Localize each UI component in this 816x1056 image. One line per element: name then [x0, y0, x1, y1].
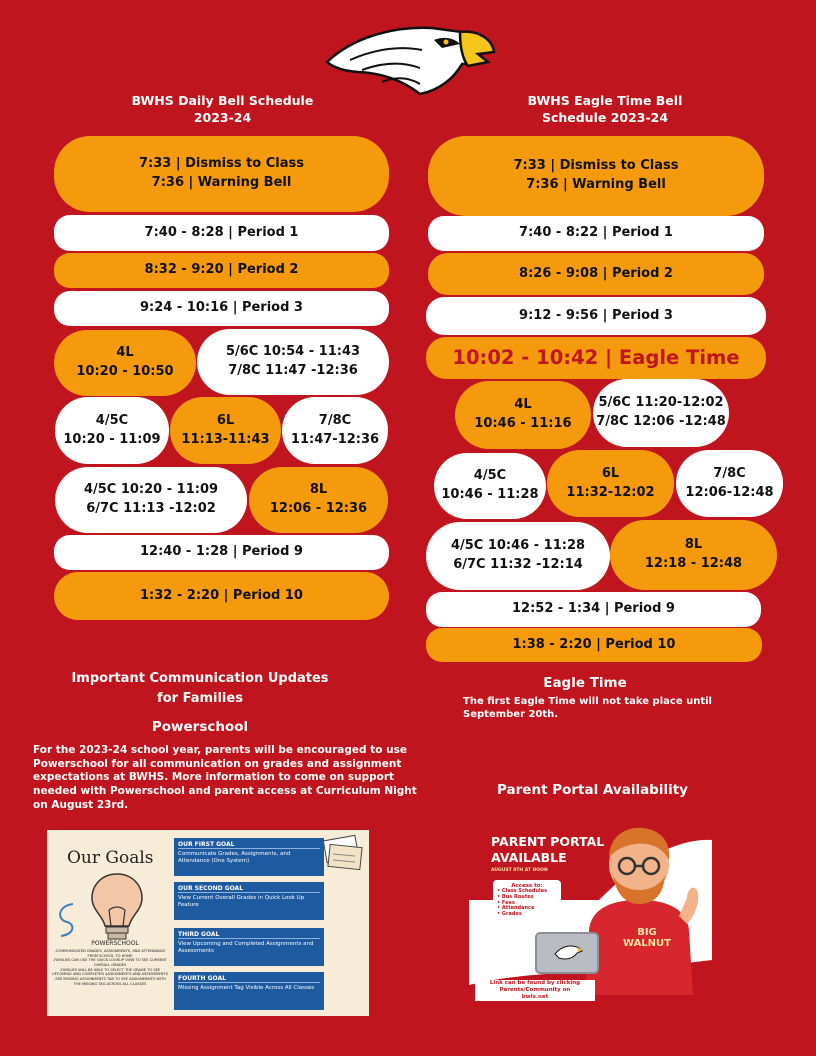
goal-card-2 — [174, 882, 324, 920]
portal-access-item: • Fees — [497, 899, 515, 906]
eagle-logo-icon — [322, 18, 497, 98]
goal-card-title: FOURTH GOAL — [178, 975, 320, 983]
left-row-period-2: 8:32 - 9:20 | Period 2 — [54, 253, 389, 288]
parent-portal-title: Parent Portal Availability — [497, 782, 688, 798]
goal-card-desc: View Current Overall Grades in Quick Look Up Feature — [178, 895, 305, 908]
laptop — [535, 932, 599, 974]
portal-date: AUGUST 8TH AT NOON — [491, 868, 548, 873]
left-schedule-title: BWHS Daily Bell Schedule 2023-24 — [131, 93, 314, 125]
powerschool-subtitle: Powerschool — [151, 719, 249, 735]
goal-card-desc: Missing Assignment Tag Visible Across All Classes — [178, 985, 315, 991]
left-row-dismiss: 7:33 | Dismiss to Class 7:36 | Warning Bell — [54, 136, 389, 212]
left-row-5-6c: 5/6C 10:54 - 11:43 7/8C 11:47 -12:36 — [197, 329, 389, 395]
right-row-eagle-time: 10:02 - 10:42 | Eagle Time — [426, 337, 766, 379]
communication-body: For the 2023-24 school year, parents will be encouraged to use Powerschool for all communication on grades and assignment expectations at BWHS. More information to come on support needed with Powerschool and parent access at Curriculum Night on August 23rd. — [33, 744, 417, 811]
right-row-period-10: 1:38 - 2:20 | Period 10 — [426, 628, 762, 662]
left-row-4-5c-6-7c: 4/5C 10:20 - 11:09 6/7C 11:13 -12:02 — [55, 467, 247, 533]
right-row-4-5c-6-7c: 4/5C 10:46 - 11:28 6/7C 11:32 -12:14 — [426, 522, 610, 590]
right-row-6l: 6L 11:32-12:02 — [547, 450, 674, 517]
right-row-7-8c: 7/8C 12:06-12:48 — [676, 450, 783, 517]
right-row-period-9: 12:52 - 1:34 | Period 9 — [426, 592, 761, 627]
portal-access-item: • Grades — [497, 911, 522, 917]
goal-card-desc: Communicate Grades, Assignments, and Attendance (One System) — [178, 851, 291, 864]
portal-access-label: Access to: — [511, 883, 543, 889]
left-row-period-1: 7:40 - 8:28 | Period 1 — [54, 215, 389, 251]
goal-card-4 — [174, 972, 324, 1010]
goal-card-title: THIRD GOAL — [178, 931, 320, 939]
portal-access-item: • Attendance — [497, 905, 535, 912]
goal-card-title: OUR FIRST GOAL — [178, 841, 320, 849]
parent-portal-graphic — [469, 810, 712, 1013]
left-row-period-3: 9:24 - 10:16 | Period 3 — [54, 291, 389, 326]
bulb-label: POWERSCHOOL — [91, 940, 139, 947]
goals-graphic — [47, 830, 369, 1016]
portal-access-item: • Class Schedules — [497, 888, 548, 894]
eagle-time-body: The first Eagle Time will not take place until September 20th. — [463, 696, 712, 720]
goal-card-title: OUR SECOND GOAL — [178, 885, 320, 893]
portal-access-item: • Bus Routes — [497, 893, 534, 900]
right-row-4-5c: 4/5C 10:46 - 11:28 — [434, 453, 546, 519]
left-row-4l: 4L 10:20 - 10:50 — [54, 330, 196, 396]
papers-icon — [317, 832, 367, 877]
right-row-8l: 8L 12:18 - 12:48 — [610, 520, 777, 590]
right-row-period-3: 9:12 - 9:56 | Period 3 — [426, 297, 766, 335]
portal-access-box — [493, 880, 561, 924]
right-row-period-1: 7:40 - 8:22 | Period 1 — [428, 216, 764, 251]
bulb-text: -COMMUNICATED GRADES, ASSIGNMENTS, AND ATTENDANCE FROM SCHOOL TO HOME -FAMILIES CAN USE THE QUICK LOOKUP VIEW TO SEE CURRENT OVERALL GRADES -FAMILIES WILL BE ABLE TO SELECT THE GRADE TO SEE UPCOMING AND COMPLETED ASSIGNMENTS AND ASSESSMENTS -SEE MISSING ASSIGNMENTS TAB TO SEE ASSIGNMENTS WITH THE MISSING TAG ACROSS ALL CLASSES — [52, 949, 168, 986]
left-row-4-5c: 4/5C 10:20 - 11:09 — [55, 397, 169, 464]
right-row-5-6c: 5/6C 11:20-12:02 7/8C 12:06 -12:48 — [593, 379, 729, 447]
portal-footer: Link can be found by clicking Parents/Community on bwls.net — [475, 980, 595, 1001]
left-row-8l: 8L 12:06 - 12:36 — [249, 467, 388, 533]
goal-card-desc: View Upcoming and Completed Assignments and Assessments — [178, 941, 314, 954]
left-row-6l: 6L 11:13-11:43 — [170, 397, 281, 464]
goals-title: Our Goals — [67, 848, 154, 868]
right-row-period-2: 8:26 - 9:08 | Period 2 — [428, 253, 764, 295]
eagle-logo-icon — [553, 942, 583, 962]
left-row-7-8c: 7/8C 11:47-12:36 — [282, 397, 388, 464]
swirl-icon — [53, 900, 79, 940]
goal-card-3 — [174, 928, 324, 966]
communication-title: Important Communication Updates for Families — [71, 671, 329, 707]
lightbulb-icon — [87, 870, 147, 945]
eagle-time-title: Eagle Time — [543, 675, 627, 691]
right-schedule-title: BWHS Eagle Time Bell Schedule 2023-24 — [527, 93, 683, 125]
shirt-text: BIG WALNUT — [622, 927, 671, 949]
right-row-4l: 4L 10:46 - 11:16 — [455, 381, 591, 449]
goal-card-1 — [174, 838, 324, 876]
portal-headline: PARENT PORTAL AVAILABLE — [491, 834, 605, 866]
left-row-period-10: 1:32 - 2:20 | Period 10 — [54, 572, 389, 620]
right-row-dismiss: 7:33 | Dismiss to Class 7:36 | Warning Bell — [428, 136, 764, 216]
left-row-period-9: 12:40 - 1:28 | Period 9 — [54, 535, 389, 570]
